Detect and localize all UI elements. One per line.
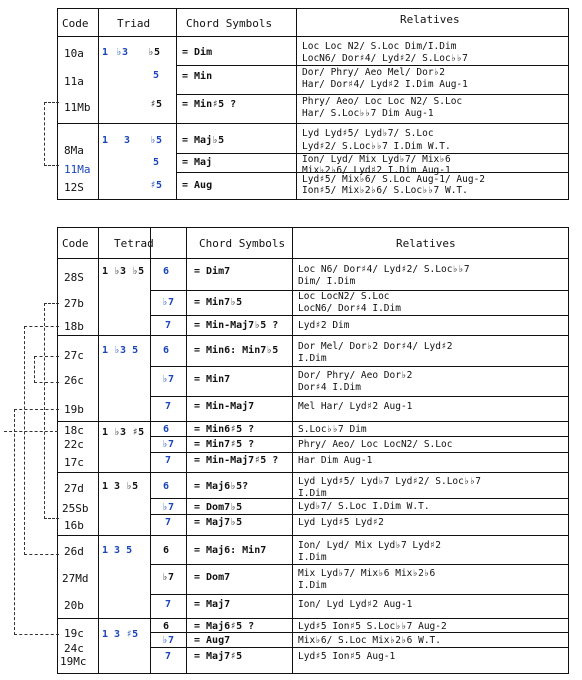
tetrad-header-rule <box>57 258 569 259</box>
code-cell: 19c <box>64 627 84 640</box>
degree-cell: ♭7 <box>162 374 175 385</box>
triad-row-rule <box>176 65 568 66</box>
code-cell: 20b <box>64 599 84 612</box>
code-cell: 8Ma <box>64 144 84 157</box>
col-header-chord-symbols: Chord Symbols <box>199 237 286 250</box>
tetrad-row-rule <box>150 436 568 437</box>
relatives-line: Lyd Lyd♯5/ Lyd♭7/ S.Loc <box>302 128 434 139</box>
relatives-line: Mix Lyd♭7/ Mix♭6 Mix♭2♭6 <box>298 568 436 579</box>
degree-cell: ♯5 <box>150 180 163 191</box>
degree-cell: ♭5 <box>148 47 161 58</box>
col-header-chord-symbols: Chord Symbols <box>186 17 273 30</box>
relatives-line: Mix♭2♭6/ Lyd♯2 I.Dim Aug-1 <box>302 165 451 176</box>
tetrad-group-rule <box>57 421 569 422</box>
chord-symbol: = Min♯5 ? <box>182 99 237 110</box>
tetrad-row-rule <box>150 366 568 367</box>
relatives-line: I.Dim <box>298 488 327 499</box>
chord-symbol: = Maj6: Min7 <box>194 545 267 556</box>
col-header-code: Code <box>62 237 89 250</box>
relatives-line: Lyd♯2 Dim <box>298 320 350 331</box>
chord-symbol: = Aug <box>182 180 213 191</box>
tetrad-group-rule <box>57 618 569 619</box>
relatives-line: Ion/ Lyd/ Mix Lyd♭7/ Mix♭6 <box>302 154 451 165</box>
tetrad-group-rule <box>57 535 569 536</box>
degree-cell: ♭7 <box>162 572 175 583</box>
degree-cell: ♯5 <box>150 99 163 110</box>
code-cell: 27d <box>64 482 84 495</box>
relatives-line: I.Dim <box>298 353 327 364</box>
degree-cell: ♭7 <box>162 502 175 513</box>
degree-cell: 1 ♭3 5 <box>102 345 139 356</box>
relatives-line: Lyd♯5/ Mix♭6/ S.Loc Aug-1/ Aug-2 <box>302 174 486 185</box>
degree-cell: 6 <box>163 621 170 632</box>
relatives-line: Lyd♯5 Ion♯5 S.Loc♭♭7 Aug-2 <box>298 621 447 632</box>
tetrad-group-rule <box>57 335 569 336</box>
code-cell: 27b <box>64 297 84 310</box>
code-cell: 27Md <box>62 572 89 585</box>
degree-cell: 6 <box>163 481 170 492</box>
relatives-line: Mix♭6/ S.Loc Mix♭2♭6 W.T. <box>298 635 441 646</box>
relatives-line: Dor/ Phry/ Aeo Mel/ Dor♭2 <box>302 67 445 78</box>
tetrad-col-rule <box>98 227 99 674</box>
relatives-line: Dor♯4 I.Dim <box>298 382 361 393</box>
relatives-line: LocN6/ Dor♯4 I.Dim <box>298 303 401 314</box>
degree-cell: 6 <box>163 266 170 277</box>
code-cell: 19Mc <box>60 655 87 668</box>
chord-symbol: = Maj7♯5 <box>194 651 243 662</box>
code-cell: 16b <box>64 519 84 532</box>
code-cell: 18c <box>64 424 84 437</box>
tetrad-col-rule <box>292 227 293 674</box>
code-cell: 19b <box>64 403 84 416</box>
chord-symbol: = Dim <box>182 47 213 58</box>
relatives-line: Lyd Lyd♯5/ Lyd♭7 Lyd♯2/ S.Loc♭♭7 <box>298 476 482 487</box>
triad-group-rule <box>57 123 569 124</box>
relatives-line: Loc Loc N2/ S.Loc Dim/I.Dim <box>302 41 457 52</box>
relatives-line: Loc N6/ Dor♯4/ Lyd♯2/ S.Loc♭♭7 <box>298 264 470 275</box>
relatives-line: Har/ Dor♯4/ Lyd♯2 I.Dim Aug-1 <box>302 79 468 90</box>
code-cell: 11a <box>64 75 84 88</box>
degree-cell: 7 <box>165 401 172 412</box>
code-cell: 18b <box>64 320 84 333</box>
degree-cell: ♭3 <box>116 47 129 58</box>
tetrad-row-rule <box>150 315 568 316</box>
chord-symbol: = Min7 <box>194 374 231 385</box>
degree-cell: 7 <box>165 599 172 610</box>
col-header-triad: Triad <box>117 17 151 30</box>
degree-cell: 6 <box>163 545 170 556</box>
chord-symbol: = Min-Maj7♭5 ? <box>194 320 279 331</box>
tetrad-row-rule <box>150 647 568 648</box>
degree-cell: ♭5 <box>150 135 163 146</box>
dashed-connector <box>44 102 59 166</box>
code-cell: 17c <box>64 456 84 469</box>
degree-cell: 3 <box>124 135 131 146</box>
tetrad-col-rule <box>186 227 187 674</box>
code-cell: 28S <box>64 271 84 284</box>
relatives-line: Lyd♯2/ S.Loc♭♭7 I.Dim W.T. <box>302 141 451 152</box>
code-cell: 27c <box>64 349 84 362</box>
relatives-line: Lyd♭7/ S.Loc I.Dim W.T. <box>298 501 430 512</box>
dashed-connector <box>4 431 58 432</box>
dashed-connector <box>14 409 59 635</box>
degree-cell: 1 3 ♯5 <box>102 629 139 640</box>
chord-symbol: = Dim7 <box>194 266 231 277</box>
tetrad-group-rule <box>57 472 569 473</box>
tetrad-row-rule <box>150 452 568 453</box>
chord-symbol: = Maj6♯5 ? <box>194 621 255 632</box>
tetrad-row-rule <box>150 396 568 397</box>
chord-symbol: = Min7♭5 <box>194 297 243 308</box>
code-cell: 12S <box>64 181 84 194</box>
dashed-connector <box>34 356 59 383</box>
col-header-relatives: Relatives <box>400 13 460 26</box>
chord-symbol: = Maj7♭5 <box>194 517 243 528</box>
degree-cell: 1 <box>102 135 109 146</box>
relatives-line: Ion♯5/ Mix♭2♭6/ S.Loc♭♭7 W.T. <box>302 185 468 196</box>
relatives-line: Lyd♯5 Ion♯5 Aug-1 <box>298 651 396 662</box>
degree-cell: 7 <box>165 651 172 662</box>
code-cell: 25Sb <box>62 502 89 515</box>
code-cell: 26d <box>64 545 84 558</box>
degree-cell: 6 <box>163 424 170 435</box>
col-header-relatives: Relatives <box>396 237 456 250</box>
relatives-line: Dor/ Phry/ Aeo Dor♭2 <box>298 370 413 381</box>
relatives-line: Ion/ Lyd Lyd♯2 Aug-1 <box>298 599 413 610</box>
degree-cell: 1 3 5 <box>102 545 133 556</box>
chord-symbol: = Min <box>182 71 213 82</box>
degree-cell: 7 <box>165 320 172 331</box>
chord-symbol: = Min-Maj7♯5 ? <box>194 455 279 466</box>
degree-cell: 7 <box>165 455 172 466</box>
chord-symbol: = Maj7 <box>194 599 231 610</box>
tetrad-row-rule <box>150 632 568 633</box>
relatives-line: Mel Har/ Lyd♯2 Aug-1 <box>298 401 413 412</box>
chord-symbol: = Maj♭5 <box>182 135 225 146</box>
degree-cell: 5 <box>153 70 160 81</box>
relatives-line: Har/ S.Loc♭♭7 Dim Aug-1 <box>302 108 434 119</box>
degree-cell: 1 ♭3 ♭5 <box>102 266 145 277</box>
col-header-code: Code <box>62 17 89 30</box>
degree-cell: ♭7 <box>162 635 175 646</box>
degree-cell: 5 <box>153 157 160 168</box>
relatives-line: Har Dim Aug-1 <box>298 455 373 466</box>
tetrad-row-rule <box>150 594 568 595</box>
chord-symbol: = Min6: Min7♭5 <box>194 345 279 356</box>
relatives-line: I.Dim <box>298 580 327 591</box>
relatives-line: Phry/ Aeo/ Loc LocN2/ S.Loc <box>298 439 453 450</box>
code-cell: 24c <box>64 642 84 655</box>
tetrad-row-rule <box>150 514 568 515</box>
tetrad-row-rule <box>150 564 568 565</box>
relatives-line: Dor Mel/ Dor♭2 Dor♯4/ Lyd♯2 <box>298 341 453 352</box>
chord-symbol: = Min7♯5 ? <box>194 439 255 450</box>
code-cell: 11Ma <box>64 163 91 176</box>
chord-symbol: = Min-Maj7 <box>194 401 255 412</box>
chord-symbol: = Min6♯5 ? <box>194 424 255 435</box>
degree-cell: 1 ♭3 ♯5 <box>102 427 145 438</box>
degree-cell: ♭7 <box>162 297 175 308</box>
code-cell: 11Mb <box>64 101 91 114</box>
degree-cell: ♭7 <box>162 439 175 450</box>
code-cell: 22c <box>64 438 84 451</box>
triad-row-rule <box>176 94 568 95</box>
tetrad-col-rule <box>150 227 151 674</box>
triad-header-rule <box>57 36 569 37</box>
degree-cell: 1 <box>102 47 109 58</box>
relatives-line: LocN6/ Dor♯4/ Lyd♯2/ S.Loc♭♭7 <box>302 53 468 64</box>
chord-symbol: = Dom7 <box>194 572 231 583</box>
relatives-line: Dim/ I.Dim <box>298 276 356 287</box>
relatives-line: I.Dim <box>298 552 327 563</box>
relatives-line: S.Loc♭♭7 Dim <box>298 424 367 435</box>
code-cell: 26c <box>64 374 84 387</box>
degree-cell: 7 <box>165 517 172 528</box>
col-header-tetrad: Tetrad <box>114 237 154 250</box>
chord-symbol: = Maj6♭5? <box>194 481 249 492</box>
chord-symbol: = Dom7♭5 <box>194 502 243 513</box>
chord-symbol: = Maj <box>182 157 213 168</box>
triad-col-rule <box>98 8 99 200</box>
tetrad-row-rule <box>150 498 568 499</box>
relatives-line: Lyd Lyd♯5 Lyd♯2 <box>298 517 384 528</box>
relatives-line: Phry/ Aeo/ Loc Loc N2/ S.Loc <box>302 96 463 107</box>
chord-symbol: = Aug7 <box>194 635 231 646</box>
relatives-line: Loc LocN2/ S.Loc <box>298 291 390 302</box>
code-cell: 10a <box>64 47 84 60</box>
relatives-line: Ion/ Lyd/ Mix Lyd♭7 Lyd♯2 <box>298 540 441 551</box>
degree-cell: 1 3 ♭5 <box>102 481 139 492</box>
degree-cell: 6 <box>163 345 170 356</box>
